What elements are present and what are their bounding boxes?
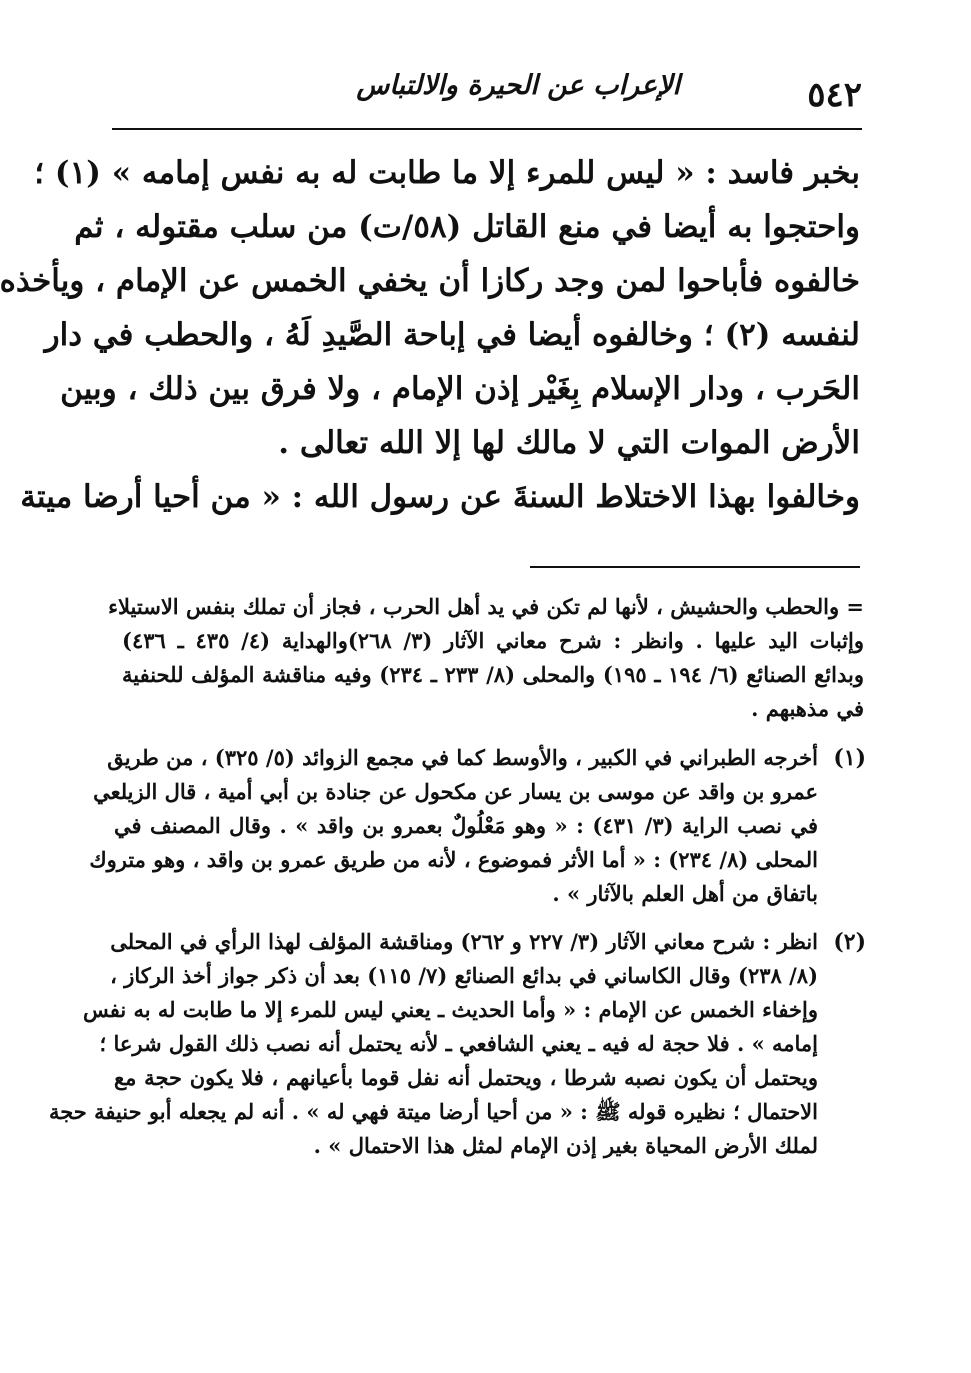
footnote-2 — [48, 925, 866, 1163]
footnote-line: في مذهبهم . — [751, 696, 864, 721]
footnote-line: في نصب الراية (٣/ ٤٣١) : « وهو مَعْلُولٌ بعمرو بن واقد » . وقال المصنف في — [114, 813, 818, 838]
footnote-line: المحلى (٨/ ٢٣٤) : « أما الأثر فموضوع ، لأنه من طريق عمرو بن واقد ، وهو متروك — [89, 847, 818, 872]
footnote-body — [89, 741, 818, 911]
page-number: ٥٤٢ — [807, 75, 862, 115]
footnote-line: باتفاق من أهل العلم بالآثار » . — [552, 881, 818, 906]
footnote-continuation — [108, 590, 865, 726]
footnote-1 — [89, 741, 866, 911]
footnote-line: أخرجه الطبراني في الكبير ، والأوسط كما في مجمع الزوائد (٥/ ٣٢٥) ، من طريق — [107, 745, 818, 770]
footnote-line: انظر : شرح معاني الآثار (٣/ ٢٢٧ و ٢٦٢) ومناقشة المؤلف لهذا الرأي في المحلى — [110, 929, 818, 954]
header-rule — [112, 128, 862, 130]
footnote-line: وإثبات اليد عليها . وانظر : شرح معاني الآثار (٣/ ٢٦٨)والهداية (٤/ ٤٣٥ ـ ٤٣٦) — [122, 628, 865, 653]
footnote-continuation-lines — [108, 590, 865, 726]
main-text-line: واحتجوا به أيضا في منع القاتل (٥٨/ت) من سلب مقتوله ، ثم — [74, 209, 860, 245]
footnotes — [48, 590, 866, 1250]
main-text-line: وخالفوا بهذا الاختلاط السنةَ عن رسول الله : « من أحيا أرضا ميتة — [20, 479, 860, 515]
footnote-separator — [530, 566, 860, 568]
footnote-body — [48, 925, 818, 1163]
footnote-line: الاحتمال ؛ نظيره قوله ﷺ : « من أحيا أرضا ميتة فهي له » . أنه لم يجعله أبو حنيفة حجة — [48, 1099, 818, 1124]
footnote-line: ويحتمل أن يكون نصبه شرطا ، ويحتمل أنه نفل قوما بأعيانهم ، فلا يكون حجة مع — [114, 1065, 818, 1090]
footnote-line: (٨/ ٢٣٨) وقال الكاساني في بدائع الصنائع (٧/ ١١٥) بعد أن ذكر جواز أخذ الركاز ، — [110, 963, 818, 988]
footnote-line: عمرو بن واقد عن موسى بن يسار عن مكحول عن جنادة بن أبي أمية ، قال الزيلعي — [93, 779, 818, 804]
footnote-line: إمامه » . فلا حجة له فيه ـ يعني الشافعي ـ لأنه يحتمل أنه نصب ذلك القول شرعا ؛ — [99, 1031, 818, 1056]
footnote-line: وإخفاء الخمس عن الإمام : « وأما الحديث ـ يعني ليس للمرء إلا ما طابت له به نفس — [82, 997, 818, 1022]
main-text-line: الحَرب ، ودار الإسلام بِغَيْر إذن الإمام ، ولا فرق بين ذلك ، وبين — [60, 371, 860, 407]
footnote-marker: (١) — [833, 745, 866, 771]
running-title: الإعراب عن الحيرة والالتباس — [356, 70, 680, 101]
footnote-line: لملك الأرض المحياة بغير إذن الإمام لمثل هذا الاحتمال » . — [313, 1133, 818, 1158]
footnote-line: = والحطب والحشيش ، لأنها لم تكن في يد أهل الحرب ، فجاز أن تملك بنفس الاستيلاء — [108, 594, 864, 619]
footnote-marker: (٢) — [833, 929, 866, 955]
page-header — [112, 62, 862, 130]
main-text-line: بخبر فاسد : « ليس للمرء إلا ما طابت له به نفس إمامه » (١) ؛ — [34, 155, 860, 191]
main-text-line: لنفسه (٢) ؛ وخالفوه أيضا في إباحة الصَّيدِ لَهُ ، والحطب في دار — [44, 317, 860, 353]
footnote-line: وبدائع الصنائع (٦/ ١٩٤ ـ ١٩٥) والمحلى (٨/ ٢٣٣ ـ ٢٣٤) وفيه مناقشة المؤلف للحنفية — [122, 662, 864, 687]
main-text — [0, 146, 860, 536]
main-text-line: الأرض الموات التي لا مالك لها إلا الله تعالى . — [278, 425, 860, 461]
main-text-line: خالفوه فأباحوا لمن وجد ركازا أن يخفي الخمس عن الإمام ، ويأخذه — [0, 263, 860, 299]
